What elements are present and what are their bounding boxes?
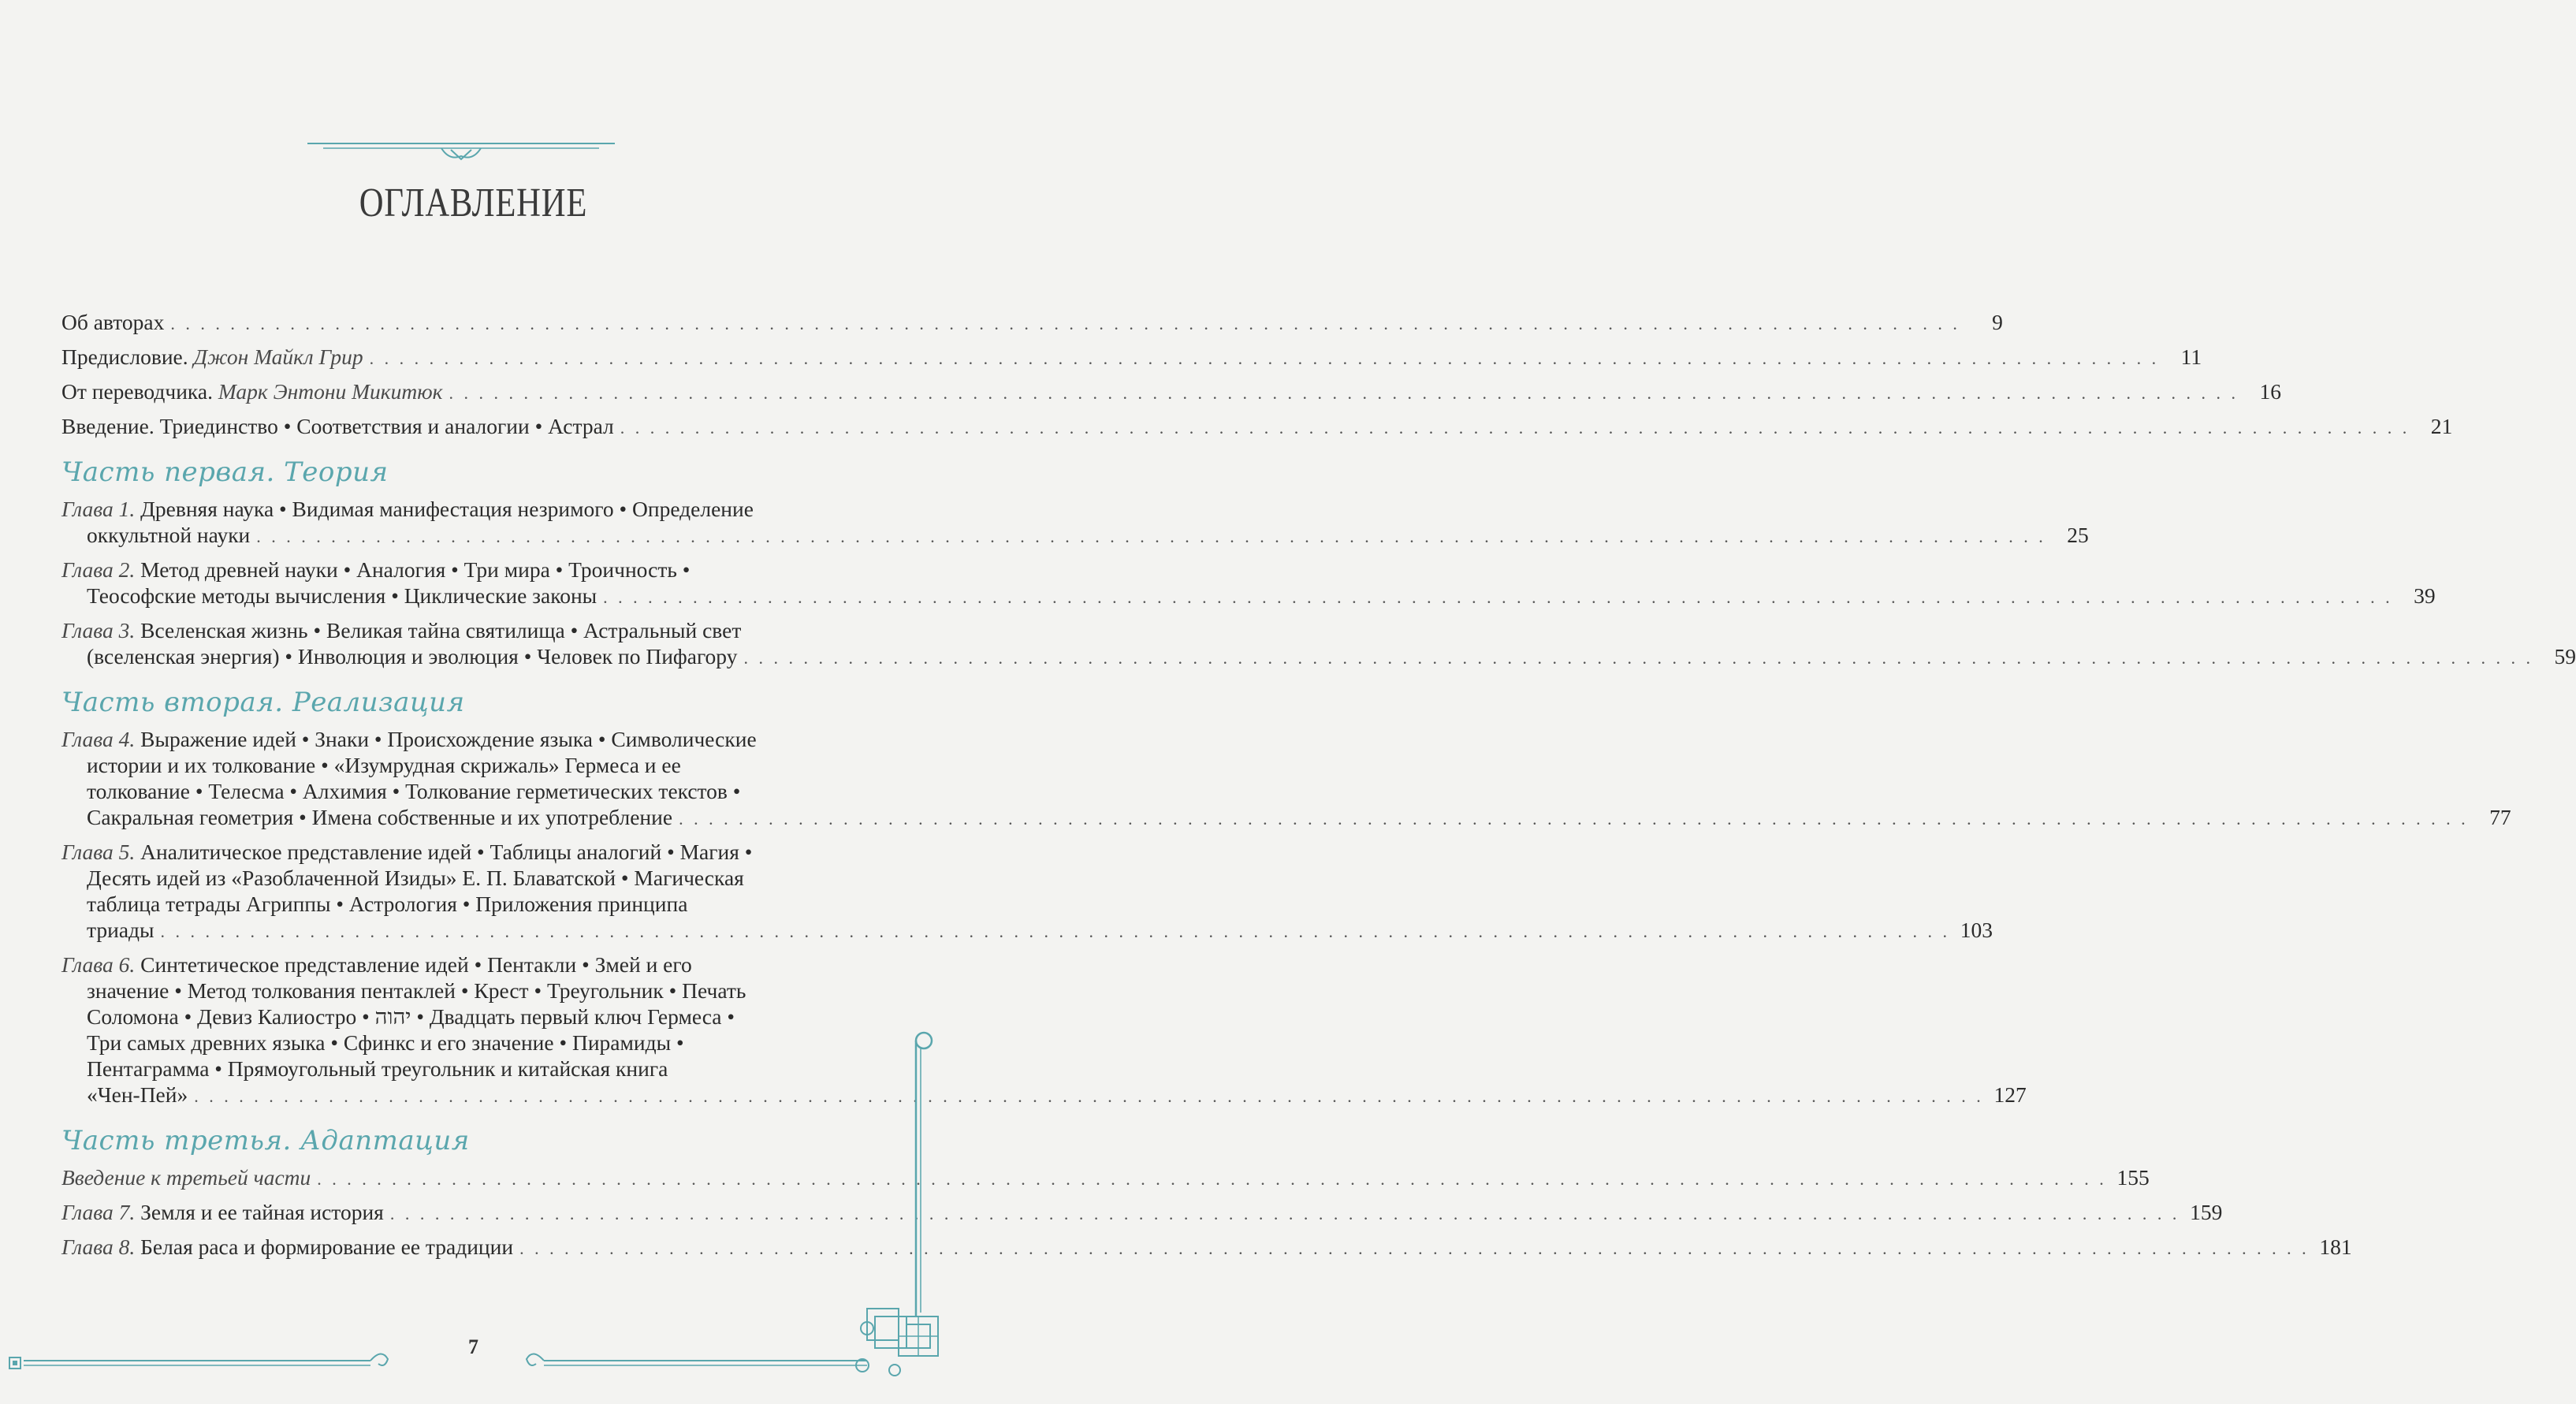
page-ref: 25	[2067, 523, 2089, 547]
page-ref: 127	[1993, 1082, 2027, 1107]
entry-title	[61, 344, 363, 370]
entry-last-line	[61, 309, 2003, 337]
entry-last-line	[61, 1164, 2150, 1192]
page-ref: 77	[2489, 805, 2511, 829]
entry-text-italic: Марк Энтони Микитюк	[218, 379, 443, 404]
entry-line	[61, 496, 850, 522]
toc-entry[interactable]	[61, 496, 2089, 549]
dot-leader: . . . . . . . . . . . . . . . . . . . . . . . . . . . . . . . . . . . . . . . . . . . . . . . . . . . . . . . . . . . . . . . . . . . . . . . . . . . . . . . . . . . . . . . . . . . . . . . . . . . . . . . . . . . . . . . . . . . . . . . .	[170, 314, 1960, 333]
page-ref: 39	[2414, 583, 2436, 608]
toc-entry[interactable]	[61, 413, 2453, 441]
top-ornament	[307, 139, 615, 166]
entry-text: Введение. Триединство • Соответствия и аналогии • Астрал	[61, 414, 614, 438]
chapter-label: Глава 7.	[61, 1200, 136, 1224]
entry-line: таблица тетрады Агриппы • Астрология • Приложения принципа	[87, 892, 688, 916]
entry-text: (вселенская энергия) • Инволюция и эволюция • Человек по Пифагору	[87, 644, 738, 668]
chapter-label: Глава 5.	[61, 840, 136, 864]
entry-text: оккультной науки	[87, 523, 251, 547]
dot-leader: . . . . . . . . . . . . . . . . . . . . . . . . . . . . . . . . . . . . . . . . . . . . . . . . . . . . . . . . . . . . . . . . . . . . . . . . . . . . . . . . . . . . . . . . . . . . . . . . . . . . . . . . . . . . . . . . . . . . . . . .	[317, 1169, 2107, 1189]
part-heading: Часть третья. Адаптация	[61, 1125, 470, 1156]
entry-title	[61, 1164, 311, 1190]
entry-text: Белая раса и формирование ее традиции	[135, 1235, 514, 1259]
entry-text-italic: Джон Майкл Грир	[193, 344, 363, 369]
toc-entry[interactable]	[61, 617, 2576, 671]
toc-entry[interactable]	[61, 344, 2202, 371]
entry-text: Об авторах	[61, 310, 165, 334]
entry-title	[87, 1082, 188, 1108]
entry-title	[87, 804, 672, 830]
entry-last-line	[61, 917, 1993, 944]
entry-line: Пентаграмма • Прямоугольный треугольник и китайская книга	[87, 1056, 668, 1081]
entry-line	[61, 726, 850, 752]
chapter-label: Глава 8.	[61, 1235, 136, 1259]
toc-entry[interactable]	[61, 726, 2511, 832]
dot-leader: . . . . . . . . . . . . . . . . . . . . . . . . . . . . . . . . . . . . . . . . . . . . . . . . . . . . . . . . . . . . . . . . . . . . . . . . . . . . . . . . . . . . . . . . . . . . . . . . . . . . . . . . . . . . . . . . . . . . . . . .	[256, 527, 2046, 546]
entry-text: Вселенская жизнь • Великая тайна святилища • Астральный свет	[135, 618, 742, 642]
entry-line: Соломона • Девиз Калиостро • יהוה • Двадцать первый ключ Гермеса •	[87, 1004, 735, 1029]
entry-last-line	[61, 643, 2576, 671]
entry-text: От переводчика.	[61, 379, 218, 404]
entry-last-line	[61, 522, 2089, 549]
toc-entry[interactable]	[61, 557, 2436, 610]
entry-text: Выражение идей • Знаки • Происхождение языка • Символические	[135, 727, 757, 751]
page-ref: 159	[2190, 1200, 2223, 1224]
dot-leader: . . . . . . . . . . . . . . . . . . . . . . . . . . . . . . . . . . . . . . . . . . . . . . . . . . . . . . . . . . . . . . . . . . . . . . . . . . . . . . . . . . . . . . . . . . . . . . . . . . . . . . . . . . . . . . . . . . . . . . . .	[194, 1086, 1984, 1106]
entry-last-line	[61, 413, 2453, 441]
entry-text: Метод древней науки • Аналогия • Три мира • Троичность •	[135, 557, 691, 582]
entry-text-italic: Введение к третьей части	[61, 1165, 311, 1190]
page-ref: 103	[1960, 918, 1993, 942]
dot-leader: . . . . . . . . . . . . . . . . . . . . . . . . . . . . . . . . . . . . . . . . . . . . . . . . . . . . . . . . . . . . . . . . . . . . . . . . . . . . . . . . . . . . . . . . . . . . . . . . . . . . . . . . . . . . . . . . . . . . . . . .	[603, 587, 2393, 607]
toc-entry[interactable]	[61, 378, 2281, 406]
entry-last-line	[61, 1082, 2027, 1109]
entry-title	[61, 378, 443, 404]
toc-entry[interactable]	[61, 309, 2003, 337]
entry-last-line	[61, 583, 2436, 610]
page-ref: 155	[2116, 1165, 2150, 1190]
entry-text: Аналитическое представление идей • Таблицы аналогий • Магия •	[135, 840, 753, 864]
toc-entry[interactable]	[61, 1164, 2150, 1192]
page-ref: 181	[2319, 1235, 2352, 1259]
entry-title	[61, 309, 164, 335]
toc-entry[interactable]	[61, 1199, 2223, 1227]
entry-title	[87, 643, 737, 669]
entry-last-line	[61, 378, 2281, 406]
chapter-label: Глава 6.	[61, 952, 136, 977]
entry-title	[61, 1199, 384, 1225]
entry-last-line	[61, 804, 2511, 832]
entry-last-line	[61, 1234, 2352, 1261]
toc-entry[interactable]	[61, 952, 2027, 1109]
dot-leader: . . . . . . . . . . . . . . . . . . . . . . . . . . . . . . . . . . . . . . . . . . . . . . . . . . . . . . . . . . . . . . . . . . . . . . . . . . . . . . . . . . . . . . . . . . . . . . . . . . . . . . . . . . . . . . . . . . . . . . . .	[743, 648, 2533, 668]
page-ref: 21	[2430, 414, 2453, 438]
page-ref: 9	[1992, 310, 2003, 334]
entry-title	[87, 917, 154, 943]
toc-entry[interactable]	[61, 1234, 2352, 1261]
chapter-label: Глава 2.	[61, 557, 136, 582]
entry-line: истории и их толкование • «Изумрудная скрижаль» Гермеса и ее	[87, 753, 681, 777]
entry-text: Сакральная геометрия • Имена собственные и их употребление	[87, 805, 673, 829]
dot-leader: . . . . . . . . . . . . . . . . . . . . . . . . . . . . . . . . . . . . . . . . . . . . . . . . . . . . . . . . . . . . . . . . . . . . . . . . . . . . . . . . . . . . . . . . . . . . . . . . . . . . . . . . . . . . . . . . . . . . . . . .	[449, 383, 2239, 403]
dot-leader: . . . . . . . . . . . . . . . . . . . . . . . . . . . . . . . . . . . . . . . . . . . . . . . . . . . . . . . . . . . . . . . . . . . . . . . . . . . . . . . . . . . . . . . . . . . . . . . . . . . . . . . . . . . . . . . . . . . . . . . .	[369, 348, 2160, 368]
entry-text: Синтетическое представление идей • Пентакли • Змей и его	[135, 952, 692, 977]
part-heading: Часть вторая. Реализация	[61, 687, 465, 718]
entry-title	[61, 413, 614, 439]
page-ref: 59	[2554, 644, 2576, 668]
entry-text: Древняя наука • Видимая манифестация незримого • Определение	[135, 497, 754, 521]
chapter-label: Глава 3.	[61, 618, 136, 642]
dot-leader: . . . . . . . . . . . . . . . . . . . . . . . . . . . . . . . . . . . . . . . . . . . . . . . . . . . . . . . . . . . . . . . . . . . . . . . . . . . . . . . . . . . . . . . . . . . . . . . . . . . . . . . . . . . . . . . . . . . . . . . .	[679, 809, 2469, 829]
dot-leader: . . . . . . . . . . . . . . . . . . . . . . . . . . . . . . . . . . . . . . . . . . . . . . . . . . . . . . . . . . . . . . . . . . . . . . . . . . . . . . . . . . . . . . . . . . . . . . . . . . . . . . . . . . . . . . . . . . . . . . . .	[620, 418, 2410, 438]
entry-line: Десять идей из «Разоблаченной Изиды» Е. П. Блаватской • Магическая	[87, 866, 744, 890]
entry-line	[61, 952, 850, 978]
entry-last-line	[61, 344, 2202, 371]
entry-line: значение • Метод толкования пентаклей • Крест • Треугольник • Печать	[87, 978, 746, 1003]
entry-text: Теософские методы вычисления • Циклические законы	[87, 583, 597, 608]
dot-leader: . . . . . . . . . . . . . . . . . . . . . . . . . . . . . . . . . . . . . . . . . . . . . . . . . . . . . . . . . . . . . . . . . . . . . . . . . . . . . . . . . . . . . . . . . . . . . . . . . . . . . . . . . . . . . . . . . . . . . . . .	[160, 922, 1950, 941]
entry-line: Три самых древних языка • Сфинкс и его значение • Пирамиды •	[87, 1030, 684, 1055]
page-title: ОГЛАВЛЕНИЕ	[359, 181, 588, 225]
entry-title	[87, 583, 597, 609]
chapter-label: Глава 1.	[61, 497, 136, 521]
entry-title	[61, 1234, 513, 1260]
part-heading: Часть первая. Теория	[61, 456, 389, 488]
entry-line	[61, 617, 850, 643]
table-of-contents	[61, 309, 2576, 1268]
entry-line	[61, 839, 850, 865]
dot-leader: . . . . . . . . . . . . . . . . . . . . . . . . . . . . . . . . . . . . . . . . . . . . . . . . . . . . . . . . . . . . . . . . . . . . . . . . . . . . . . . . . . . . . . . . . . . . . . . . . . . . . . . . . . . . . . . . . . . . . . . .	[389, 1204, 2180, 1223]
entry-line	[61, 557, 850, 583]
entry-title	[87, 522, 250, 548]
page-ref: 11	[2180, 344, 2202, 369]
dot-leader: . . . . . . . . . . . . . . . . . . . . . . . . . . . . . . . . . . . . . . . . . . . . . . . . . . . . . . . . . . . . . . . . . . . . . . . . . . . . . . . . . . . . . . . . . . . . . . . . . . . . . . . . . . . . . . . . . . . . . . . .	[519, 1238, 2310, 1258]
entry-text: Предисловие.	[61, 344, 194, 369]
entry-text: «Чен-Пей»	[87, 1082, 188, 1107]
page-number: 7	[468, 1335, 478, 1358]
chapter-label: Глава 4.	[61, 727, 136, 751]
entry-text: триады	[87, 918, 154, 942]
entry-last-line	[61, 1199, 2223, 1227]
entry-text: Земля и ее тайная история	[135, 1200, 384, 1224]
toc-entry[interactable]	[61, 839, 1993, 944]
entry-line: толкование • Телесма • Алхимия • Толкование герметических текстов •	[87, 779, 741, 803]
page-ref: 16	[2259, 379, 2281, 404]
